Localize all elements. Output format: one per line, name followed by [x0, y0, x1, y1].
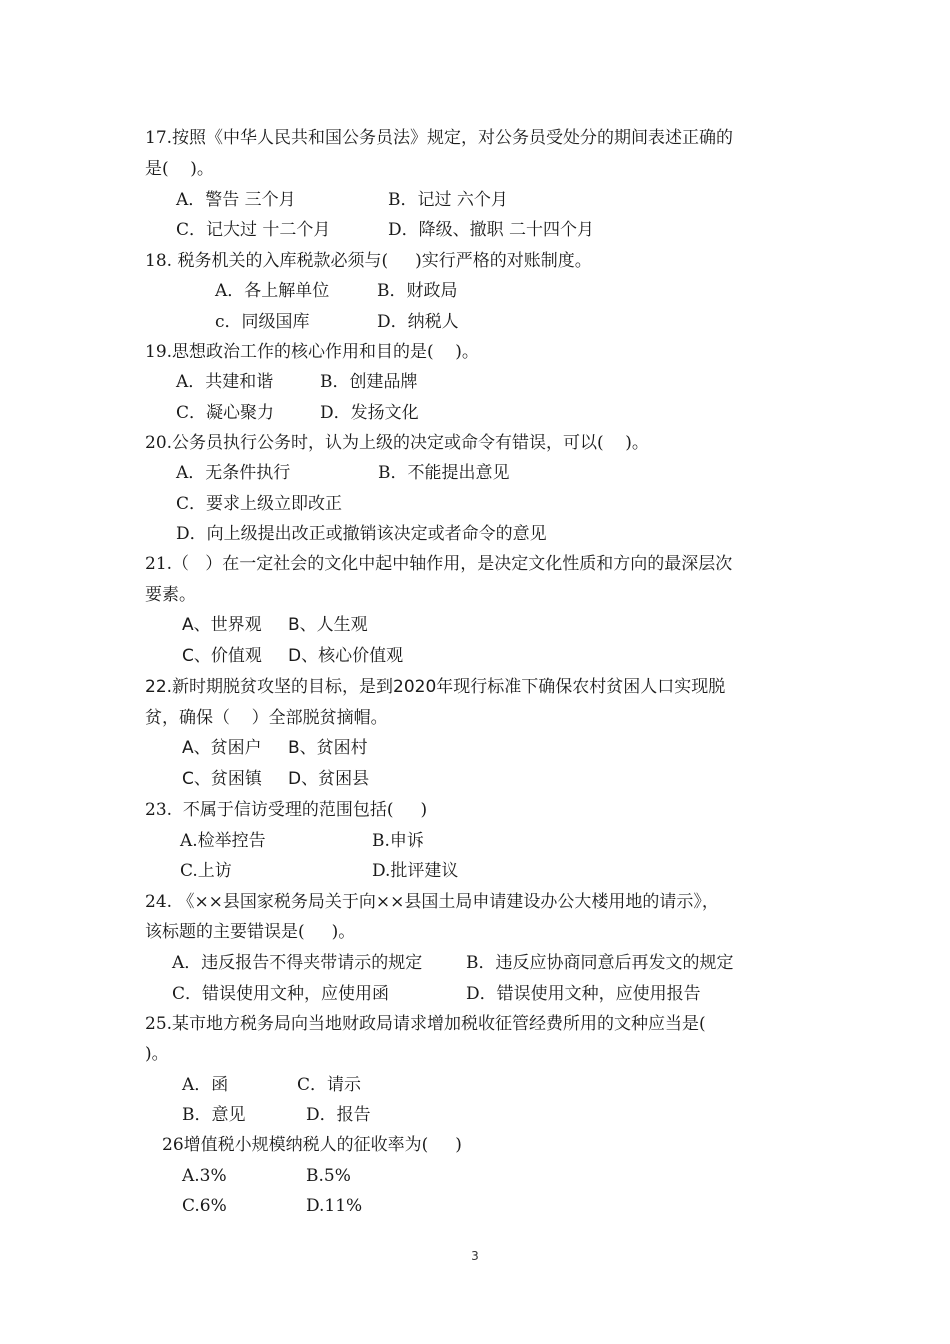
page-number: 3: [471, 1249, 479, 1263]
option-d: D．降级、撤职 二十四个月: [388, 220, 595, 240]
option-d: D．向上级提出改正或撤销该决定或者命令的意见: [176, 524, 547, 544]
question-stem: 21.（ ）在一定社会的文化中起中轴作用，是决定文化性质和方向的最深层次: [145, 554, 733, 574]
option-d: D．发扬文化: [320, 403, 419, 423]
option-b: B．创建品牌: [320, 372, 418, 392]
question-stem: 22.新时期脱贫攻坚的目标，是到2020年现行标准下确保农村贫困人口实现脱: [145, 677, 726, 697]
option-c: C.6%: [182, 1196, 227, 1216]
question-stem: )。: [145, 1044, 169, 1064]
option-b: B．财政局: [377, 281, 458, 301]
option-a: A.检举控告: [180, 831, 266, 851]
question-stem: 是( )。: [145, 159, 214, 179]
option-d: D．报告: [306, 1105, 371, 1125]
option-d: D.11%: [306, 1196, 363, 1216]
option-d: D．纳税人: [377, 312, 459, 332]
option-b: B.5%: [306, 1166, 351, 1186]
option-b: B．违反应协商同意后再发文的规定: [466, 953, 734, 973]
option-a: A．函: [182, 1075, 229, 1095]
option-b: B．记过 六个月: [388, 190, 508, 210]
question-stem: 23. 不属于信访受理的范围包括( ): [145, 800, 428, 820]
option-b: B.申诉: [372, 831, 424, 851]
question-stem: 17.按照《中华人民共和国公务员法》规定，对公务员受处分的期间表述正确的: [145, 128, 734, 148]
question-stem: 该标题的主要错误是( )。: [145, 922, 356, 942]
question-stem: 18. 税务机关的入库税款必须与( )实行严格的对账制度。: [145, 251, 592, 271]
option-c: C．要求上级立即改正: [176, 494, 343, 514]
option-c: C．凝心聚力: [176, 403, 275, 423]
option-b: B．不能提出意见: [378, 463, 510, 483]
option-d: D．错误使用文种，应使用报告: [466, 984, 701, 1004]
option-c: C．错误使用文种，应使用函: [172, 984, 390, 1004]
option-b: B、人生观: [288, 615, 368, 635]
question-stem: 24. 《××县国家税务局关于向××县国土局申请建设办公大楼用地的请示》，: [145, 892, 719, 912]
option-a: A．违反报告不得夹带请示的规定: [172, 953, 423, 973]
option-c: C、价值观: [182, 646, 262, 666]
question-stem: 20.公务员执行公务时，认为上级的决定或命令有错误，可以( )。: [145, 433, 649, 453]
question-stem: 19.思想政治工作的核心作用和目的是( )。: [145, 342, 479, 362]
option-a: A.3%: [182, 1166, 227, 1186]
option-c: C．请示: [297, 1075, 362, 1095]
option-a: A．共建和谐: [176, 372, 274, 392]
option-b: B．意见: [182, 1105, 246, 1125]
option-a: A．各上解单位: [215, 281, 330, 301]
option-c: c．同级国库: [215, 312, 310, 332]
option-c: C、贫困镇: [182, 769, 262, 789]
option-c: C．记大过 十二个月: [176, 220, 331, 240]
question-stem: 要素。: [145, 585, 196, 605]
question-stem: 贫，确保（ ）全部脱贫摘帽。: [145, 708, 388, 728]
option-d: D、核心价值观: [288, 646, 404, 666]
option-a: A．警告 三个月: [176, 190, 296, 210]
option-d: D、贫困县: [288, 769, 370, 789]
option-a: A．无条件执行: [176, 463, 291, 483]
option-d: D.批评建议: [372, 861, 459, 881]
question-stem: 26增值税小规模纳税人的征收率为( ): [162, 1135, 462, 1155]
option-a: A、贫困户: [182, 738, 262, 758]
option-b: B、贫困村: [288, 738, 368, 758]
option-c: C.上访: [180, 861, 232, 881]
option-a: A、世界观: [182, 615, 262, 635]
question-stem: 25.某市地方税务局向当地财政局请求增加税收征管经费所用的文种应当是(: [145, 1014, 706, 1034]
